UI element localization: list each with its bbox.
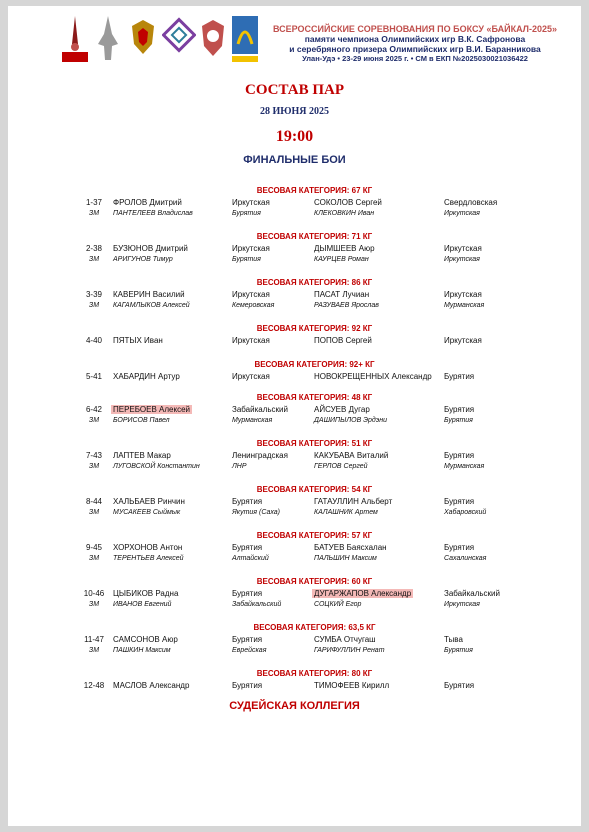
event-header	[250, 24, 580, 64]
boxer-blue-region: Бурятия	[444, 681, 475, 690]
second-blue-name: КАУРЦЕВ Роман	[314, 256, 369, 263]
second-row	[0, 647, 589, 658]
victory-80-logo	[60, 14, 90, 64]
weight-category: ВЕСОВАЯ КАТЕГОРИЯ: 67 КГ	[256, 186, 373, 195]
second-row	[0, 463, 589, 474]
boxer-blue-name: СОКОЛОВ Сергей	[314, 198, 382, 207]
event-dedication-2: и серебряного призера Олимпийских игр В.И. Баранникова	[289, 44, 541, 54]
weight-category: ВЕСОВАЯ КАТЕГОРИЯ: 51 КГ	[256, 439, 373, 448]
boxer-blue-region: Иркутская	[444, 244, 482, 253]
bout-row	[0, 405, 589, 416]
weight-category: ВЕСОВАЯ КАТЕГОРИЯ: 63,5 КГ	[253, 623, 376, 632]
bout-number: 10-46	[83, 589, 105, 598]
second-label: ЗМ	[88, 555, 100, 562]
boxer-red-region: Бурятия	[232, 543, 263, 552]
boxer-red-region: Иркутская	[232, 372, 270, 381]
boxer-blue-name: ГАТАУЛЛИН Альберт	[314, 497, 393, 506]
bout-row	[0, 635, 589, 646]
boxer-red-name: МАСЛОВ Александр	[113, 681, 190, 690]
second-red-region: Бурятия	[232, 210, 261, 217]
boxer-blue-region: Забайкальский	[444, 589, 500, 598]
boxer-red-region: Иркутская	[232, 290, 270, 299]
boxer-red-name: КАВЕРИН Василий	[113, 290, 185, 299]
bout-number: 8-44	[85, 497, 102, 506]
bout-row	[0, 451, 589, 462]
boxer-red-region: Иркутская	[232, 244, 270, 253]
second-blue-region: Бурятия	[444, 417, 473, 424]
weight-category: ВЕСОВАЯ КАТЕГОРИЯ: 48 КГ	[256, 393, 373, 402]
bout-number: 1-37	[85, 198, 102, 207]
boxer-blue-name: ДУГАРЖАПОВ Александр	[314, 589, 412, 598]
second-red-name: ПАШКИН Максим	[113, 647, 171, 654]
second-red-name: АРИГУНОВ Тимур	[113, 256, 173, 263]
section-title: ФИНАЛЬНЫЕ БОИ	[243, 154, 346, 166]
second-red-region: Еврейская	[232, 647, 267, 654]
boxer-red-name: САМСОНОВ Аюр	[113, 635, 178, 644]
boxer-blue-region: Бурятия	[444, 543, 475, 552]
boxer-red-region: Иркутская	[232, 336, 270, 345]
boxer-red-name: ПЕРЕБОЕВ Алексей	[113, 405, 190, 414]
page-title: СОСТАВ ПАР	[244, 82, 345, 98]
second-label: ЗМ	[88, 302, 100, 309]
second-blue-name: КАЛАШНИК Артем	[314, 509, 378, 516]
second-label: ЗМ	[88, 647, 100, 654]
boxer-red-name: ХОРХОНОВ Антон	[113, 543, 183, 552]
bout-number: 7-43	[85, 451, 102, 460]
bout-row	[0, 244, 589, 255]
second-blue-region: Мурманская	[444, 302, 485, 309]
judges-signature: СУДЕЙСКАЯ КОЛЛЕГИЯ	[229, 700, 360, 712]
second-red-region: Якутия (Саха)	[232, 509, 280, 516]
organizer-logos	[60, 14, 250, 66]
boxing-federation-emblem	[198, 14, 228, 64]
event-title: ВСЕРОССИЙСКИЕ СОРЕВНОВАНИЯ ПО БОКСУ «БАЙКАЛ-2025»	[272, 24, 558, 34]
second-blue-name: ГЕРЛОВ Сергей	[314, 463, 368, 470]
boxer-red-name: ПЯТЫХ Иван	[113, 336, 163, 345]
second-blue-name: СОЦКИЙ Егор	[314, 601, 362, 608]
bout-row	[0, 290, 589, 301]
russia-eagle-emblem	[126, 14, 160, 64]
second-red-name: ТЕРЕНТЬЕВ Алексей	[113, 555, 184, 562]
boxer-blue-name: ПАСАТ Лучиан	[314, 290, 370, 299]
second-red-region: ЛНР	[232, 463, 247, 470]
second-red-name: ИВАНОВ Евгений	[113, 601, 172, 608]
bout-row	[0, 589, 589, 600]
boxer-red-region: Забайкальский	[232, 405, 288, 414]
boxer-red-name: ХАБАРДИН Артур	[113, 372, 180, 381]
second-blue-region: Иркутская	[444, 210, 480, 217]
weight-category: ВЕСОВАЯ КАТЕГОРИЯ: 54 КГ	[256, 485, 373, 494]
second-row	[0, 210, 589, 221]
boxer-blue-region: Бурятия	[444, 372, 475, 381]
second-label: ЗМ	[88, 210, 100, 217]
second-blue-region: Мурманская	[444, 463, 485, 470]
boxer-blue-region: Бурятия	[444, 405, 475, 414]
second-red-region: Бурятия	[232, 256, 261, 263]
bout-number: 6-42	[85, 405, 102, 414]
weight-category: ВЕСОВАЯ КАТЕГОРИЯ: 80 КГ	[256, 669, 373, 678]
bout-number: 5-41	[85, 372, 102, 381]
second-blue-name: КЛЕКОВКИН Иван	[314, 210, 375, 217]
boxer-blue-name: ПОПОВ Сергей	[314, 336, 372, 345]
boxer-blue-region: Бурятия	[444, 451, 475, 460]
boxer-red-name: БУЗЮНОВ Дмитрий	[113, 244, 188, 253]
boxer-blue-name: БАТУЕВ Баясхалан	[314, 543, 387, 552]
boxer-red-name: ХАЛЬБАЕВ Ринчин	[113, 497, 185, 506]
boxer-red-name: ЦЫБИКОВ Радна	[113, 589, 179, 598]
boxer-blue-region: Иркутская	[444, 336, 482, 345]
second-red-name: ЛУГОВСКОЙ Константин	[113, 463, 200, 470]
second-red-region: Забайкальский	[232, 601, 282, 608]
second-label: ЗМ	[88, 601, 100, 608]
boxer-red-region: Бурятия	[232, 681, 263, 690]
bout-row	[0, 198, 589, 209]
second-blue-region: Иркутская	[444, 601, 480, 608]
boxer-blue-name: ДЫМШЕЕВ Аюр	[314, 244, 375, 253]
bout-number: 2-38	[85, 244, 102, 253]
second-row	[0, 555, 589, 566]
boxer-blue-name: ТИМОФЕЕВ Кирилл	[314, 681, 390, 690]
second-blue-region: Иркутская	[444, 256, 480, 263]
bout-row	[0, 681, 589, 692]
bout-row	[0, 497, 589, 508]
boxer-blue-name: НОВОКРЕЩЕННЫХ Александр	[314, 372, 432, 381]
second-blue-name: ДАШИПЫЛОВ Эрдэни	[314, 417, 387, 424]
second-row	[0, 601, 589, 612]
bout-number: 3-39	[85, 290, 102, 299]
event-location-date: Улан-Удэ • 23-29 июня 2025 г. • СМ в ЕКП №2025030021036422	[302, 54, 528, 63]
boxer-blue-region: Свердловская	[444, 198, 498, 207]
second-row	[0, 256, 589, 267]
boxer-red-region: Иркутская	[232, 198, 270, 207]
boxer-red-name: ЛАПТЕВ Макар	[113, 451, 171, 460]
second-red-region: Алтайский	[232, 555, 269, 562]
second-row	[0, 509, 589, 520]
bout-number: 11-47	[84, 635, 104, 644]
second-label: ЗМ	[88, 463, 100, 470]
event-dedication-1: памяти чемпиона Олимпийских игр В.К. Сафронова	[304, 34, 526, 44]
weight-category: ВЕСОВАЯ КАТЕГОРИЯ: 71 КГ	[256, 232, 373, 241]
second-blue-region: Сахалинская	[444, 555, 487, 562]
boxer-red-region: Ленинградская	[232, 451, 288, 460]
bout-row	[0, 336, 589, 347]
bout-number: 9-45	[85, 543, 102, 552]
second-red-name: КАГАМЛЫКОВ Алексей	[113, 302, 190, 309]
boxer-red-region: Бурятия	[232, 635, 263, 644]
bout-number: 12-48	[83, 681, 105, 690]
bout-row	[0, 543, 589, 554]
bout-row	[0, 372, 589, 383]
bout-number: 4-40	[85, 336, 102, 345]
boxer-red-region: Бурятия	[232, 497, 263, 506]
buryatia-ornament-logo	[162, 14, 196, 64]
weight-category: ВЕСОВАЯ КАТЕГОРИЯ: 92 КГ	[256, 324, 373, 333]
second-blue-region: Бурятия	[444, 647, 473, 654]
second-label: ЗМ	[88, 509, 100, 516]
second-label: ЗМ	[88, 417, 100, 424]
time-label: 19:00	[275, 128, 314, 145]
motherland-monument-logo	[92, 14, 124, 64]
second-red-name: ПАНТЕЛЕЕВ Владислав	[113, 210, 193, 217]
boxer-blue-region: Иркутская	[444, 290, 482, 299]
boxer-red-name: ФРОЛОВ Дмитрий	[113, 198, 182, 207]
second-blue-name: РАЗУВАЕВ Ярослав	[314, 302, 379, 309]
boxer-blue-name: КАКУБАВА Виталий	[314, 451, 389, 460]
second-row	[0, 417, 589, 428]
second-blue-name: ГАРИФУЛЛИН Ренат	[314, 647, 385, 654]
weight-category: ВЕСОВАЯ КАТЕГОРИЯ: 86 КГ	[256, 278, 373, 287]
weight-category: ВЕСОВАЯ КАТЕГОРИЯ: 57 КГ	[256, 531, 373, 540]
boxer-blue-name: АЙСУЕВ Дугар	[314, 405, 370, 414]
second-blue-region: Хабаровский	[444, 509, 487, 516]
second-red-region: Мурманская	[232, 417, 273, 424]
second-row	[0, 302, 589, 313]
weight-category: ВЕСОВАЯ КАТЕГОРИЯ: 92+ КГ	[254, 360, 375, 369]
second-red-region: Кемеровская	[232, 302, 275, 309]
second-label: ЗМ	[88, 256, 100, 263]
boxer-blue-name: СУМБА Отчугаш	[314, 635, 376, 644]
boxer-blue-region: Тыва	[444, 635, 463, 644]
second-red-name: МУСАКЕЕВ Сыймык	[113, 509, 181, 516]
date-label: 28 ИЮНЯ 2025	[259, 106, 330, 117]
weight-category: ВЕСОВАЯ КАТЕГОРИЯ: 60 КГ	[256, 577, 373, 586]
second-blue-name: ПАЛЬШИН Максим	[314, 555, 377, 562]
second-red-name: БОРИСОВ Павел	[113, 417, 170, 424]
boxer-red-region: Бурятия	[232, 589, 263, 598]
boxer-blue-region: Бурятия	[444, 497, 475, 506]
